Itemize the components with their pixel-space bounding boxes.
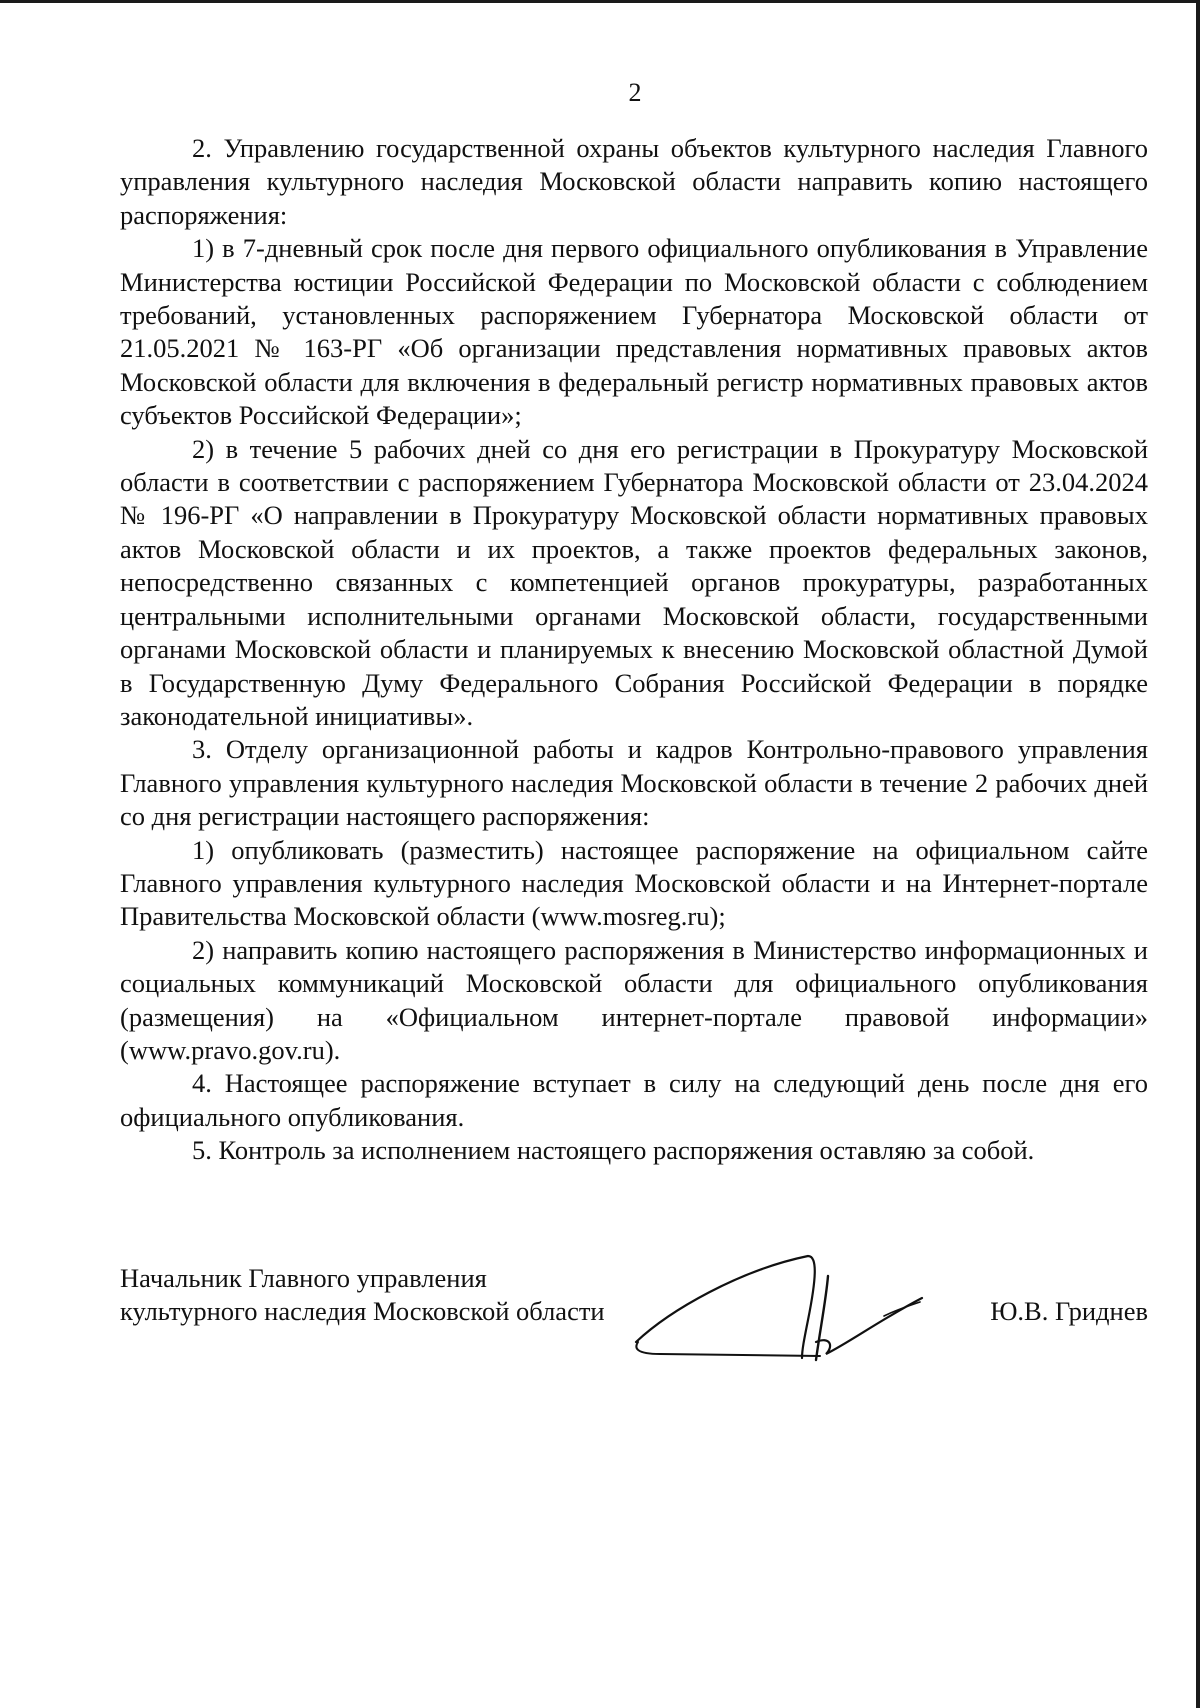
paragraph-subitem-3-2: 2) направить копию настоящего распоряжения в Министерство информационных и социальных коммуникаций Московской области для официального опубликования (размещения) на «Официальном интернет-портале правовой информации» (www.pravo.gov.ru). — [120, 934, 1148, 1065]
scan-border-top — [0, 0, 1200, 3]
signatory-title-line-2: культурного наследия Московской области — [120, 1296, 605, 1326]
scan-border-right — [1196, 0, 1200, 1708]
paragraph-item-2: 2. Управлению государственной охраны объектов культурного наследия Главного управления культурного наследия Московской области направить копию настоящего распоряжения: — [120, 133, 1148, 230]
paragraph-subitem-2-2: 2) в течение 5 рабочих дней со дня его регистрации в Прокуратуру Московской области в соответствии с распоряжением Губернатора Московской области от 23.04.2024 № 196-РГ «О направлении в Прокуратуру Московской области нормативных правовых актов Московской области и их проектов, а также проектов федеральных законов, непосредственно связанных с компетенцией органов прокуратуры, разработанных центральными исполнительными органами Московской области, государственными органами Московской области и планируемых к внесению Московской областной Думой в Государственную Думу Федерального Собрания Российской Федерации в порядке законодательной инициативы». — [120, 433, 1148, 731]
paragraph-item-5: 5. Контроль за исполнением настоящего распоряжения оставляю за собой. — [192, 1135, 1035, 1166]
page-number: 2 — [628, 78, 642, 107]
paragraph-subitem-2-1: 1) в 7-дневный срок после дня первого официального опубликования в Управление Министерства юстиции Российской Федерации по Московской области с соблюдением требований, установленных распоряжением Губернатора Московской области от 21.05.2021 № 163-РГ «Об организации представления нормативных правовых актов Московской области для включения в федеральный регистр нормативных правовых актов субъектов Российской Федерации»; — [120, 233, 1148, 431]
document-body — [120, 132, 1148, 1168]
paragraph-subitem-3-1: 1) опубликовать (разместить) настоящее распоряжение на официальном сайте Главного управления культурного наследия Московской области и на Интернет-портале Правительства Московской области (www.mosreg.ru); — [120, 834, 1148, 932]
handwritten-signature-icon — [630, 1250, 930, 1362]
paragraph-item-4: 4. Настоящее распоряжение вступает в силу на следующий день после дня его официального опубликования. — [120, 1068, 1148, 1132]
signatory-name: Ю.В. Гриднев — [990, 1296, 1148, 1326]
signatory-title-line-1: Начальник Главного управления — [120, 1263, 487, 1293]
paragraph-item-3: 3. Отделу организационной работы и кадров Контрольно-правового управления Главного управления культурного наследия Московской области в течение 2 рабочих дней со дня регистрации настоящего распоряжения: — [120, 734, 1148, 832]
